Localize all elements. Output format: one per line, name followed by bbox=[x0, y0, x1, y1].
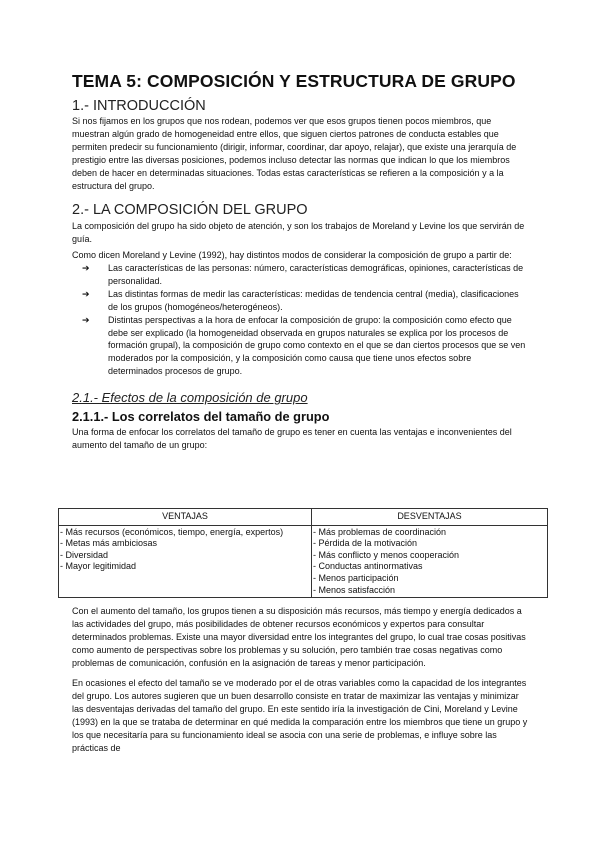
upper-content bbox=[72, 71, 528, 452]
arrow-bullet-icon: ➔ bbox=[82, 263, 90, 273]
advantages-cell bbox=[59, 525, 312, 598]
list-item-text: Las distintas formas de medir las características: medidas de tendencia central (media), clasificaciones de los grupos (homogéneos/heterogéneos). bbox=[108, 288, 519, 312]
composition-heading: 2.- LA COMPOSICIÓN DEL GRUPO bbox=[72, 202, 308, 218]
advantages-header: VENTAJAS bbox=[59, 509, 312, 526]
disadvantage-item: - Menos participación bbox=[313, 572, 399, 583]
composition-paragraph-2: Como dicen Moreland y Levine (1992), hay distintos modos de considerar la composición de grupo a partir de: bbox=[72, 250, 512, 260]
table-row bbox=[59, 525, 548, 598]
effects-heading bbox=[72, 390, 528, 406]
list-item bbox=[72, 314, 528, 379]
table-header-row bbox=[59, 509, 548, 526]
intro-heading: 1.- INTRODUCCIÓN bbox=[72, 98, 206, 114]
disadvantage-item: - Menos satisfacción bbox=[313, 584, 396, 595]
list-item-text: Las características de las personas: número, características demográficas, opiniones, características de personalidad. bbox=[108, 263, 524, 286]
size-correlates-heading: 2.1.1.- Los correlatos del tamaño de grupo bbox=[72, 409, 330, 425]
advantages-disadvantages-table bbox=[58, 508, 548, 598]
size-intro-paragraph: Una forma de enfocar los correlatos del tamaño de grupo es tener en cuenta las ventajas e inconvenientes del aumento del tamaño de un grupo: bbox=[72, 427, 512, 451]
document-title: TEMA 5: COMPOSICIÓN Y ESTRUCTURA DE GRUPO bbox=[72, 71, 516, 91]
disadvantages-cell bbox=[312, 525, 548, 598]
advantage-item: - Más recursos (económicos, tiempo, energía, expertos) bbox=[60, 526, 284, 537]
advantage-item: - Metas más ambiciosas bbox=[60, 538, 158, 549]
advantage-item: - Mayor legitimidad bbox=[60, 561, 137, 572]
arrow-bullet-icon: ➔ bbox=[82, 314, 90, 325]
intro-paragraph: Si nos fijamos en los grupos que nos rodean, podemos ver que esos grupos tienen pocos miembros, que muestran algún grado de homogeneidad entre ellos, que siguen ciertos patrones de conducta estables que permiten predecir su funcionamiento (dirigir, informar, coordinar, dar apoyo, relajar), que existe una jerarquía de prestigio entre las diversas posiciones, podemos incluso detectar las normas que indican lo que los miembros deben de hacer en determinadas situaciones. Todas estas características se refieren a la composición y a la estructura del grupo. bbox=[72, 116, 517, 191]
disadvantage-item: - Más problemas de coordinación bbox=[313, 526, 447, 537]
list-item-text: Distintas perspectivas a la hora de enfocar la composición de grupo: la composición como efecto que debe ser explicado (la homogeneidad observada en grupos naturales se explica por los procesos de formación grupal), la composición de grupo como contexto en el que se dan ciertos procesos que se ven moderados por la composición, y la composición como causa que tiene unos efectos sobre determinados procesos de grupo. bbox=[108, 314, 526, 377]
disadvantage-item: - Conductas antinormativas bbox=[313, 561, 423, 572]
disadvantages-header: DESVENTAJAS bbox=[312, 509, 548, 526]
lower-content bbox=[72, 605, 528, 755]
size-paragraph-2: En ocasiones el efecto del tamaño se ve moderado por el de otras variables como la capacidad de los integrantes del grupo. Los autores sugieren que un buen desarrollo consiste en tratar de maximizar las ventajas y minimizar las desventajas derivadas del tamaño del grupo. En este sentido iría la investigación de Cini, Moreland y Levine (1993) en la que se trataba de determinar en qué medida la comparación entre los miembros que tiene un grupo y los que necesitaría para su funcionamiento ideal se asocia con una serie de problemas, e influye sobre las prácticas de bbox=[72, 678, 528, 753]
advantage-item: - Diversidad bbox=[60, 549, 109, 560]
disadvantage-item: - Más conflicto y menos cooperación bbox=[313, 549, 460, 560]
list-item bbox=[72, 288, 528, 314]
disadvantage-item: - Pérdida de la motivación bbox=[313, 538, 418, 549]
list-item bbox=[72, 262, 528, 288]
size-paragraph-1: Con el aumento del tamaño, los grupos tienen a su disposición más recursos, más tiempo y energía dedicados a las actividades del grupo, más posibilidades de obtener recursos económicos y expertos para consultar determinados problemas. Existe una mayor diversidad entre los integrantes del grupo, lo cual trae cosas positivas como aumento de perspectivas sobre los problemas y su solución, pero también trae cosas negativas como problemas de comunicación, confusión en la asignación de tareas y menor participación. bbox=[72, 606, 526, 668]
arrow-bullet-icon: ➔ bbox=[82, 288, 90, 299]
composition-paragraph-1: La composición del grupo ha sido objeto de atención, y son los trabajos de Moreland y Levine los que servirán de guía. bbox=[72, 221, 525, 244]
composition-bullet-list bbox=[72, 262, 528, 378]
effects-heading-text: 2.1.- Efectos de la composición de grupo bbox=[72, 390, 308, 406]
